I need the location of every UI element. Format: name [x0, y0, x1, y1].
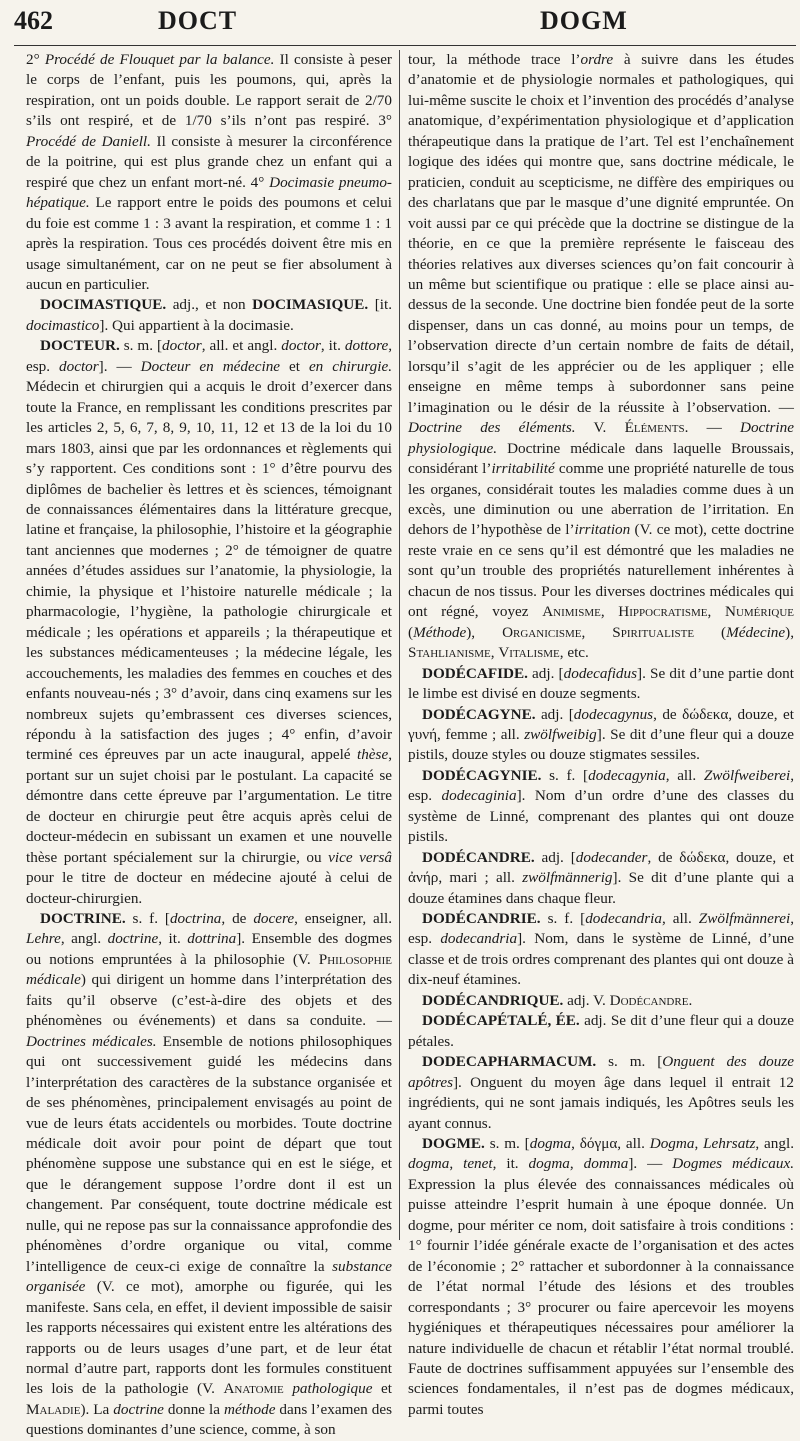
- dictionary-entry: DODÉCANDRIE. s. f. [dodecandria, all. Zwölfmännerei, esp. dodecandria]. Nom, dans le système de Linné, d’une classe et de trois ordres comprenant des plantes qui ont douze à dix-neuf étamines.: [408, 910, 794, 989]
- dictionary-entry: DOCTEUR. s. m. [doctor, all. et angl. doctor, it. dottore, esp. doctor]. — Docteur en médecine et en chirurgie. Médecin et chirurgien qui a acquis le droit d’exercer dans toute la France, en remplissant les conditions prescrites par les articles 2, 5, 6, 7, 8, 9, 10, 11, 12 et 13 de la loi du 10 mars 1803, ainsi que par les ordonnances et règlements qui s’y rapportent. Ces conditions sont : 1° d’être pourvu des diplômes de bachelier ès lettres et ès sciences, témoignant de connaissances élémentaires dans la littérature grecque, latine et française, la philosophie, l’histoire et la géographie tant anciennes que modernes ; 2° de témoigner de quatre années d’études assidues sur l’anatomie, la physiologie, la chimie, la physique et l’histoire naturelle médicale ; la pharmacologie, l’hygiène, la pathologie chirurgicale et médicale ; les opérations et appareils ; la thérapeutique et les substances médicamenteuses ; la médecine légale, les accouchements, les maladies des femmes en couches et des enfants nouveau-nés ; 3° d’avoir, dans cinq examens sur les nombreux sujets qu’embrassent ces diverses sciences, répondu à la satisfaction des juges ; 4° enfin, d’avoir terminé ces épreuves par un acte inaugural, appelé thèse, portant sur un sujet choisi par le postulant. La capacité se démontre dans cette épreuve par l’argumentation. Le titre de docteur en chirurgie peut être acquis après celui de docteur-médecin en subissant un examen et une nouvelle thèse portant spécialement sur la chirurgie, ou vice versâ pour le titre de docteur en médecine ajouté à celui de docteur-chirurgien.: [26, 337, 392, 907]
- dictionary-entry: tour, la méthode trace l’ordre à suivre dans les études d’anatomie et de physiologie normales et pathologiques, qui lui-même suscite le choix et l’invention des procédés d’analyse anatomique, d’expérimentation physiologique et d’application thérapeutique dans la pratique de l’art. Tel est l’enchaînement logique des idées qui montre que, sans doctrine médicale, le praticien, conduit au scepticisme, ne diffère des empiriques ou des charlatans que par le masque d’une dignité empruntée. On voit aussi par ce qui précède que la doctrine se distingue de la théorie, en ce que la première représente le faisceau des théories relatives aux diverses sciences qu’on fait concourir à un même but scientifique ou pratique : elle se place ainsi au-dessus de la seconde. Une doctrine bien fondée peut de la sorte dispenser, dans un cas donné, au moins pour un temps, de l’observation directe d’un certain nombre de faits de détail, lorsqu’il s’agit de les apprécier ou de les appliquer ; elle enseigne en même temps à subordonner sans peine l’imagination ou le désir de la réussite à l’observation. — Doctrine des éléments. V. Éléments. — Doctrine physiologique. Doctrine médicale dans laquelle Broussais, considérant l’irritabilité comme une propriété naturelle de tous les organes, considérait toutes les maladies comme dues à un excès, une diminution ou une aberration de l’irritation. En dehors de l’hypothèse de l’irritation (V. ce mot), cette doctrine reste vraie en ce sens qu’il est démontré que les maladies ne sont qu’un trouble des propriétés naturellement inhérentes à chacun de nos tissus. Pour les diverses doctrines médicales qui ont régné, voyez Animisme, Hippocratisme, Numérique (Méthode), Organicisme, Spiritualiste (Médecine), Stahlianisme, Vitalisme, etc.: [408, 51, 795, 662]
- header-rule: [14, 45, 796, 46]
- dictionary-entry: DOCIMASTIQUE. adj., et non DOCIMASIQUE. [it. docimastico]. Qui appartient à la docimasie.: [26, 296, 393, 334]
- dictionary-entry: 2° Procédé de Flouquet par la balance. Il consiste à peser le corps de l’enfant, puis les poumons, qui, après la respiration, ont un poids double. Le rapport serait de 2/70 s’ils ont respiré, et de 1/70 s’ils n’ont pas respiré. 3° Procédé de Daniell. Il consiste à mesurer la circonférence de la poitrine, qui est plus grande chez un enfant qui a respiré que chez un enfant mort-né. 4° Docimasie pneumo-hépatique. Le rapport entre le poids des poumons et celui du foie est comme 1 : 3 avant la respiration, et comme 1 : 1 après la respiration. Tous ces procédés doivent être mis en usage simultanément, car on ne peut se fier absolument à aucun en particulier.: [26, 51, 392, 293]
- page-number: 462: [14, 6, 53, 35]
- dictionary-entry: DODÉCAPÉTALÉ, ÉE. adj. Se dit d’une fleur qui a douze pétales.: [408, 1012, 795, 1050]
- running-header: [0, 0, 800, 44]
- dictionary-entry: DODÉCANDRIQUE. adj. V. Dodécandre.: [422, 991, 693, 1009]
- dictionary-entry: DODÉCAGYNE. adj. [dodecagynus, de δώδεκα, douze, et γυνή, femme ; all. zwölfweibig]. Se dit d’une fleur qui a douze pistils, douze styles ou douze stigmates sessiles.: [408, 705, 794, 764]
- dictionary-entry: DODÉCANDRE. adj. [dodecander, de δώδεκα, douze, et ἀνήρ, mari ; all. zwölfmännerig]. Se dit d’une plante qui a douze étamines dans chaque fleur.: [408, 848, 794, 907]
- dictionary-entry: DODÉCAGYNIE. s. f. [dodecagynia, all. Zwölfweiberei, esp. dodecaginia]. Nom d’un ordre d’une des classes du système de Linné, comprenant des plantes qui ont douze pistils.: [408, 766, 794, 846]
- column-separator: [399, 50, 400, 1240]
- dictionary-entry: DODECAPHARMACUM. s. m. [Onguent des douze apôtres]. Onguent du moyen âge dans lequel il entrait 12 ingrédients, qui ne sont jamais indiqués, les Apôtres seuls les ayant connus.: [408, 1053, 794, 1132]
- header-keyword-right: DOGM: [540, 6, 628, 35]
- header-keyword-left: DOCT: [158, 6, 238, 35]
- dictionary-entry: DOGME. s. m. [dogma, δόγμα, all. Dogma, Lehrsatz, angl. dogma, tenet, it. dogma, domma]. — Dogmes médicaux. Expression la plus élevée des connaissances médicales où puisse atteindre l’esprit humain à une époque donnée. Un dogme, pour mériter ce nom, doit satisfaire à trois conditions : 1° fournir l’idée générale exacte de l’organisation et des actes de l’économie ; 2° rattacher et subordonner à la connaissance de l’état normal l’étude des lésions et des troubles correspondants ; 3° procurer ou faire apercevoir les moyens hygiéniques et thérapeutiques nécessaires pour améliorer la nature individuelle de chacun et rétablir l’état normal troublé. Faute de doctrines suffisamment appuyées sur l’ensemble des sciences fondamentales, il n’est pas de dogmes médicaux, parmi toutes: [408, 1135, 795, 1418]
- right-column: [408, 50, 795, 1418]
- dictionary-entry: DOCTRINE. s. f. [doctrina, de docere, enseigner, all. Lehre, angl. doctrine, it. dottrina]. Ensemble des dogmes ou notions empruntées à la philosophie (V. Philosophie médicale) qui dirigent un homme dans l’interprétation des faits qu’il observe (c’est-à-dire des objets et des phénomènes ou événements) et dans sa conduite. — Doctrines médicales. Ensemble de notions philosophiques qui ont successivement guidé les médecins dans l’interprétation des caractères de la substance organisée et de ses phénomènes, principalement envisagés au point de vue de leurs états accidentels ou morbides. Toute doctrine médicale doit avoir pour point de départ que tout phénomène suppose une substance qui en est le siége, et que le dérangement suppose l’ordre dont il est un changement. Par conséquent, toute doctrine médicale est nulle, qui ne repose pas sur la connaissance approfondie des phénomènes d’ordre organique ou vital, comme l’intelligence de ceux-ci exige de connaître la substance organisée (V. ce mot), amorphe ou figurée, qui les manifeste. Sans cela, en effet, il devient impossible de saisir les rapports nécessaires qui existent entre les altérations des rapports ou de leurs usages d’une part, et de leur état normal d’autre part, rapports dont les formules constituent les lois de la pathologie (V. Anatomie pathologique et Maladie). La doctrine donne la méthode dans l’examen des questions dominantes d’une science, comme, à son: [26, 910, 393, 1439]
- left-column: [26, 50, 393, 1439]
- dictionary-entry: DODÉCAFIDE. adj. [dodecafidus]. Se dit d’une partie dont le limbe est divisé en douze segments.: [408, 664, 794, 703]
